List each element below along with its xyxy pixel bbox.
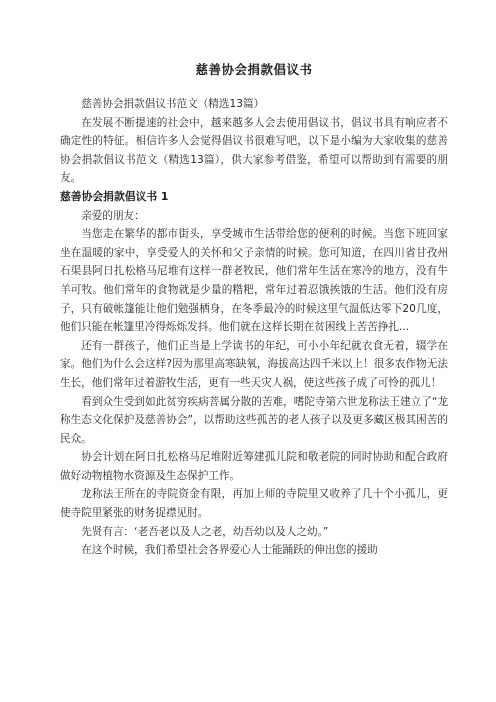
body-paragraph: 当您走在繁华的都市街头，享受城市生活带给您的便利的时候。当您下班回家坐在温暖的家中，享受爱人的关怀和父子亲情的时候。您可知道，在四川省甘孜州石渠县阿日扎松格马尼堆有这样一群老牧民，他们常年生活在寒冷的地方，没有牛羊可牧。他们常年的食物就是少量的糌粑，常年过着忍饿挨饿的生活。他们没有房子，只有破帐篷能让他们勉强栖身，在冬季最冷的时候这里气温低达零下20几度，他们只能在帐篷里冷得烁烁发抖。他们就在这样长期在贫困线上苦苦挣扎... <box>60 228 448 334</box>
body-paragraph: 还有一群孩子，他们正当是上学读书的年纪，可小小年纪就衣食无着，辍学在家。他们为什么会这样?因为那里高寒缺氧，海拔高达四千米以上！很多农作物无法生长，他们常年过着游牧生活，更有一些天灾人祸，使这些孩子成了可怜的孤儿！ <box>60 339 448 389</box>
body-paragraph: 看到众生受到如此贫穷疾病菩属分散的苦难，嗜陀寺第六世龙称法王建立了“龙称生态文化保护及慈善协会”，以帮助这些孤苦的老人孩子以及更多藏区极其困苦的民众。 <box>60 395 448 445</box>
body-paragraph: 在这个时候，我们希望社会各界爱心人士能踊跃的伸出您的援助 <box>81 544 378 557</box>
body-paragraph: 先贤有言：‘老吾老以及人之老，幼吾幼以及人之幼。” <box>81 525 329 538</box>
section-heading: 慈善协会捐款倡议书 1 <box>60 189 169 203</box>
body-paragraph: 协会计划在阿日扎松格马尼堆附近筹建孤儿院和敬老院的同时协助和配合政府做好动物植物水资源及生态保护工作。 <box>60 451 448 482</box>
intro-paragraph: 慈善协会捐款倡议书范文（精选13篇） <box>81 98 265 110</box>
body-paragraph: 龙称法王所在的寺院资金有限，再加上师的寺院里又收养了几十个小孤儿，更使寺院里紧张的财务捉襟见肘。 <box>60 488 448 520</box>
intro-paragraph: 在发展不断提速的社会中，越来越多人会去使用倡议书，倡议书具有响应者不确定性的特征。相信许多人会觉得倡议书很难写吧，以下是小编为大家收集的慈善协会捐款倡议书范文（精选13篇），供大家参考借鉴，希望可以帮助到有需要的朋友。 <box>60 116 448 185</box>
body-paragraph: 亲爱的朋友： <box>81 209 145 222</box>
document-title: 慈善协会捐款倡议书 <box>195 62 313 77</box>
